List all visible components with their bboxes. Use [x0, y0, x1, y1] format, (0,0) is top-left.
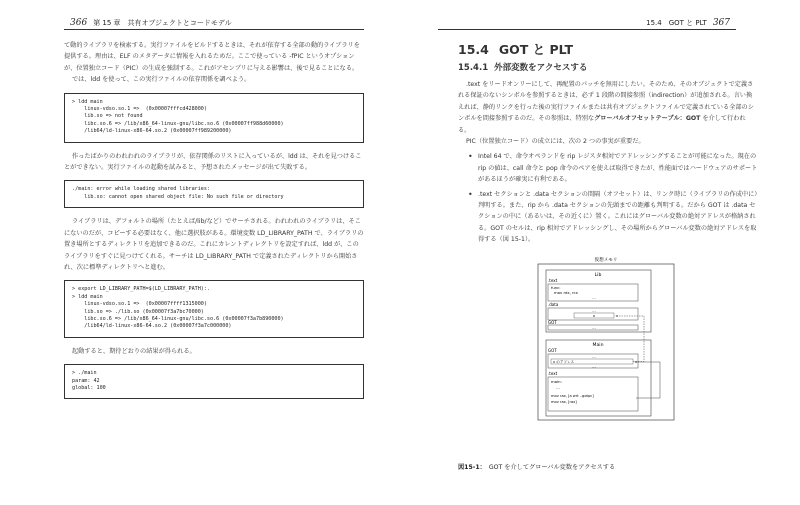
lib-text-label: .text: [548, 277, 558, 283]
variable-x-label: x: [592, 312, 596, 318]
left-para-4: ライブラリは、デフォルトの場所（たとえば/lib/など）でサーチされる。われわれのライブラリは、そこにないのだが、コピーする必要はなく、他に選択肢がある。環境変数 LD_LIBRARY_PATH で、ライブラリの置き場所とするディレクトリを追加できるのだ。これにカレントディレクトリを設定すれば、ldd が、このライブラリをすぐに見つけてくれる。サーチは LD_LIBRARY_PATH で定義されたディレクトリから開始され、次に標準ディレクトリへと進む。: [64, 218, 364, 271]
main-module-box: [546, 340, 651, 416]
left-para-1: て動的ライブラリを検索する。実行ファイルをビルドするときは、それが依存する全部の動的ライブラリを提供する。理由は、ELF のメタデータに情報を入れるためだ。ここで使っている -fPIC というオプションが、位置独立コード（PIC）の生成を強制する。これがアセンブリに与える影響は、後で見ることになる。: [64, 42, 360, 72]
chapter-title: 第 15 章 共有オブジェクトとコードモデル: [93, 19, 232, 27]
code-block-export: > export LD_LIBRARY_PATH=$(LD_LIBRARY_PATH):. > ldd main linux-vdso.so.1 => (0x00007ffff1315000) lib.so => ./lib.so (0x00007f3a7bc70000) libc.so.6 => /lib/x86_64-linux-gnu/libc.so.6 (0x00007f3a7b890000) /lib64/ld-linux-x86-64.so.2 (0x00007f3a7c000000): [64, 280, 364, 337]
figure-label: 図15-1：: [458, 464, 486, 471]
main-text-label: .text: [548, 370, 558, 376]
left-body: [64, 40, 364, 407]
right-para-1-text: .text をリードオンリーにして、再配置のパッチを無用にしたい。そのため、そのオブジェクトで定義される保証のないシンボルを参照するときは、必ず 1 段階の間接参照（indirection）が追加される。言い換えれば、静的リンクを行った後の実行ファイルまたは共有オブジェクトファイルで定義されている全部のシンボルを間接参照するのだ。その参照は、特別な: [458, 81, 754, 123]
right-body: [458, 42, 758, 426]
diagram-title: 仮想メモリ: [594, 257, 618, 263]
right-para-1: [458, 79, 758, 136]
bullet-item-rip: • Intel 64 で、命令オペランドを rip レジスタ相対でアドレッシングすることが可能になった。現在の rip の値は、call 命令と pop 命令のペアを使えば取得できたが、性能面ではハードウェアのサポートがあるほうが確実に有利である。: [458, 151, 758, 185]
left-header-rule: [64, 29, 364, 30]
lib-data-ellipsis-top: ...: [592, 307, 596, 313]
main-label: Main: [592, 342, 604, 348]
left-page-number: 366: [70, 18, 88, 28]
main-got-ellipsis-top: ...: [592, 353, 596, 359]
subsection-heading: [458, 63, 758, 74]
lib-got-ellipsis: ...: [592, 324, 596, 330]
subsection-title: 外部変数をアクセスする: [494, 63, 588, 73]
section-number: 15.4: [458, 42, 489, 57]
lib-code-ellipsis: ...: [592, 294, 596, 300]
x-address-label: x のアドレス: [553, 359, 575, 364]
lib-code-func: func:: [551, 284, 561, 290]
subsection-number: 15.4.1: [458, 63, 489, 73]
code-block-ldd: > ldd main linux-vdso.so.1 => (0x00007fffcd428000) lib.so => not found libc.so.6 => /lib/x86_64-linux-gnu/libc.so.6 (0x00007ff988d60000) /lib64/ld-linux-x86-64.so.2 (0x00007ff989200000): [64, 93, 364, 143]
got-to-x-arrow: [616, 316, 644, 362]
right-header-title: 15.4 GOT と PLT: [646, 19, 707, 27]
lib-data-label: .data: [548, 301, 559, 307]
virtual-memory-diagram: [536, 254, 676, 422]
rip-relative-arrow: [635, 362, 660, 398]
lib-label: Lib: [594, 272, 602, 278]
main-code-deref: mov rax, [rax]: [551, 399, 577, 404]
lib-got-label: GOT: [548, 319, 557, 325]
left-para-2: では、ldd を使って、この実行ファイルの依存関係を調べよう。: [72, 76, 251, 84]
main-code-ellipsis: ...: [556, 384, 560, 390]
section-heading: [458, 42, 758, 57]
code-block-error: ./main: error while loading shared libraries: lib.so: cannot open shared object file: No such file or directory: [64, 180, 364, 208]
lib-code-mov: mov rdx, rcx: [554, 289, 578, 295]
main-code-gotpc: mov rax, [a wrt ..gotpc]: [551, 393, 594, 398]
main-got-ellipsis-bottom: ...: [592, 363, 596, 369]
bullet-list: [458, 151, 758, 245]
right-page: [400, 0, 800, 505]
main-code-label: main:: [551, 378, 562, 384]
figure-caption-text: GOT を介してグローバル変数をアクセスする: [488, 464, 616, 471]
bullet-item-got: • .text セクションと .data セクションの間隔（オフセット）は、リンク時に（ライブラリの作成中に）判明する。また、rip から .data セクションの先頭までの距離も判明する。だから GOT は .data セクションの中に（あるいは、その近くに）置く。これにはグローバル変数の絶対アドレスが格納される。GOT のセルは、rip 相対でアドレッシングし、その場所からグローバル変数の絶対アドレスを取得する（図 15-1）。: [458, 189, 758, 246]
right-page-number: 367: [712, 18, 730, 28]
left-para-3: 作ったばかりのわれわれのライブラリが、依存関係のリストに入っているが、ldd は、それを見つけることができない。実行ファイルの起動を試みると、予想されたメッセージが出て失敗する。: [64, 152, 362, 172]
right-running-header: [438, 16, 736, 28]
right-header-rule: [438, 29, 736, 30]
left-para-5: 起動すると、期待どおりの結果が得られる。: [72, 347, 196, 355]
got-term: グローバルオフセットテーブル：GOT: [594, 115, 701, 123]
code-block-run: > ./main param: 42 global: 100: [64, 364, 364, 399]
figure-diagram: [536, 254, 676, 426]
right-para-1-tail: を介して行われる。: [458, 115, 746, 134]
right-para-2: PIC（位置独立コード）の成立には、次の 2 つの事実が重要だ。: [466, 138, 645, 146]
main-got-label: GOT: [548, 347, 557, 353]
left-running-header: [64, 16, 364, 28]
figure-caption: [458, 462, 615, 471]
section-title: GOT と PLT: [498, 42, 574, 57]
